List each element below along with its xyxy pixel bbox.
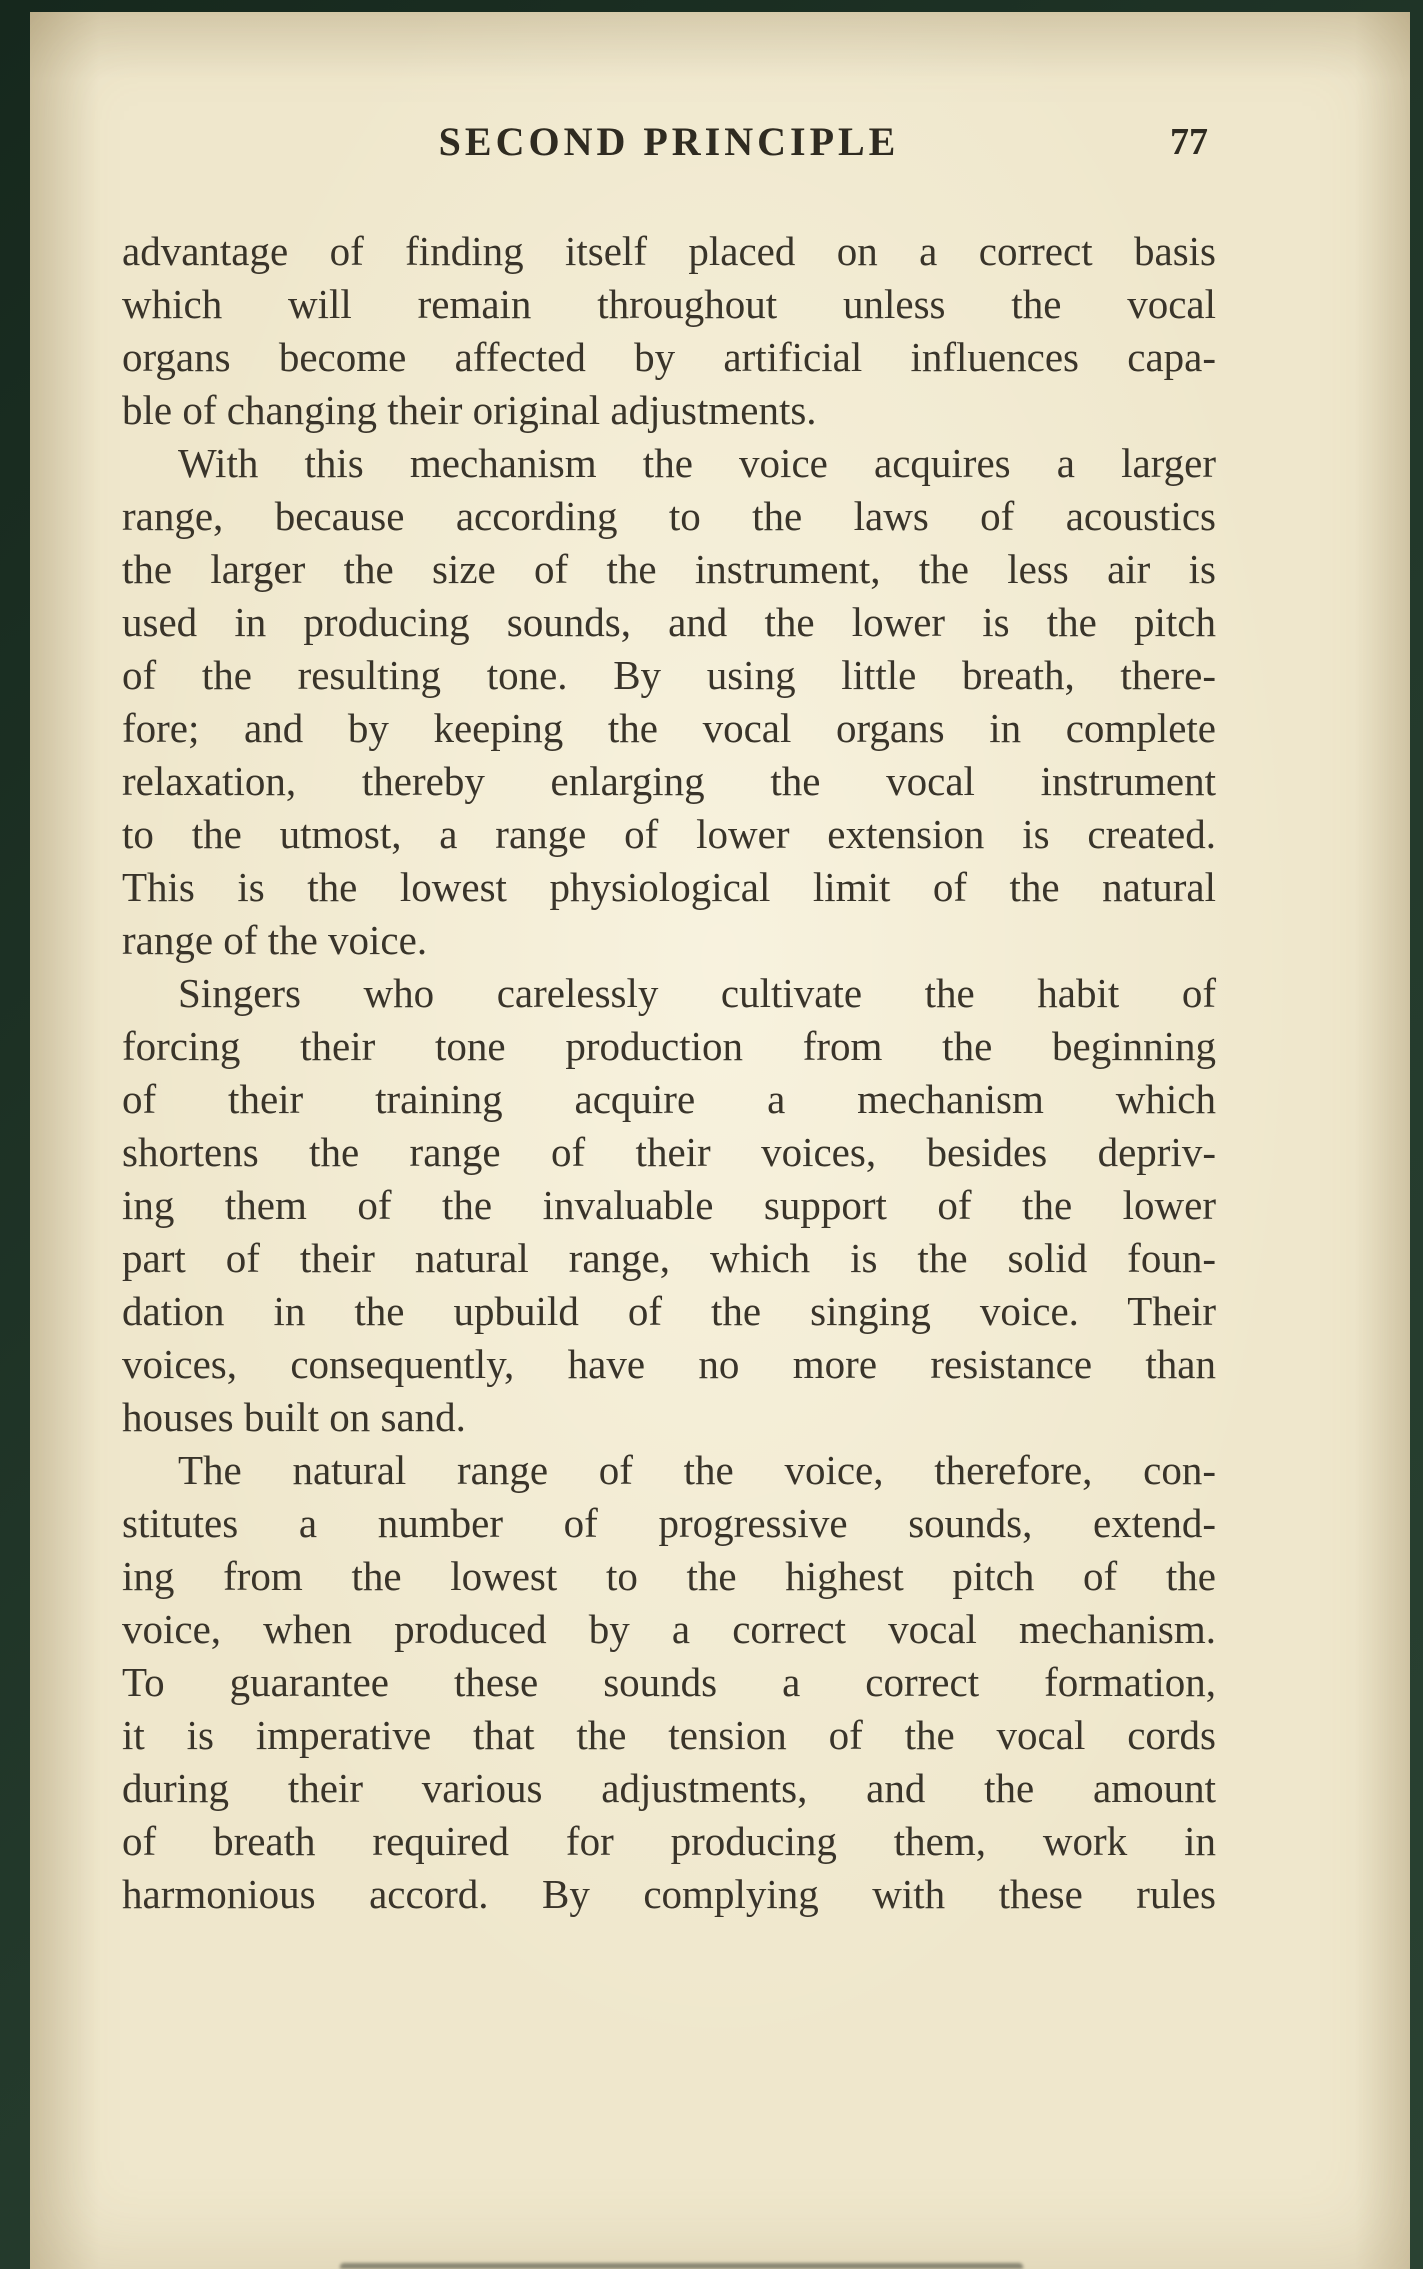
text-line: of breath required for producing them, work in: [122, 1818, 1216, 1864]
text-line: of their training acquire a mechanism which: [122, 1076, 1216, 1122]
text-line: of the resulting tone. By using little breath, there-: [122, 652, 1216, 698]
paragraph: [122, 967, 1216, 1444]
paragraph: [122, 437, 1216, 967]
text-line: forcing their tone production from the beginning: [122, 1023, 1216, 1069]
text-line: relaxation, thereby enlarging the vocal instrument: [122, 758, 1216, 804]
text-line: it is imperative that the tension of the vocal cords: [122, 1712, 1216, 1758]
text-line: range of the voice.: [122, 917, 428, 963]
text-line: stitutes a number of progressive sounds, extend-: [122, 1500, 1216, 1546]
text-block: [122, 225, 1216, 1921]
text-line: voices, consequently, have no more resistance than: [122, 1341, 1216, 1387]
book-page: [30, 12, 1410, 2269]
page-header: [122, 118, 1216, 168]
text-line: which will remain throughout unless the vocal: [122, 281, 1216, 327]
text-line: harmonious accord. By complying with these rules: [122, 1871, 1216, 1917]
text-line: range, because according to the laws of acoustics: [122, 493, 1216, 539]
paragraph: [122, 1444, 1216, 1921]
text-line: This is the lowest physiological limit of the natural: [122, 864, 1216, 910]
text-line: during their various adjustments, and the amount: [122, 1765, 1216, 1811]
paragraph: [122, 225, 1216, 437]
text-line: ing from the lowest to the highest pitch of the: [122, 1553, 1216, 1599]
text-line: fore; and by keeping the vocal organs in complete: [122, 705, 1216, 751]
text-line: ing them of the invaluable support of the lower: [122, 1182, 1216, 1228]
text-line: advantage of finding itself placed on a correct basis: [122, 228, 1216, 274]
text-line: the larger the size of the instrument, the less air is: [122, 546, 1216, 592]
text-line: The natural range of the voice, therefore, con-: [178, 1447, 1216, 1493]
page-number: 77: [1170, 121, 1208, 163]
text-line: used in producing sounds, and the lower is the pitch: [122, 599, 1216, 645]
text-line: With this mechanism the voice acquires a larger: [178, 440, 1216, 486]
text-line: ble of changing their original adjustments.: [122, 387, 817, 433]
text-line: part of their natural range, which is the solid foun-: [122, 1235, 1216, 1281]
text-line: Singers who carelessly cultivate the habit of: [178, 970, 1216, 1016]
text-line: organs become affected by artificial influences capa-: [122, 334, 1216, 380]
text-line: to the utmost, a range of lower extension is created.: [122, 811, 1216, 857]
page-edge-shadow: [340, 2263, 1023, 2269]
text-line: houses built on sand.: [122, 1394, 466, 1440]
page-content: [30, 12, 1410, 1921]
text-line: dation in the upbuild of the singing voice. Their: [122, 1288, 1216, 1334]
running-head-title: SECOND PRINCIPLE: [438, 119, 900, 164]
text-line: shortens the range of their voices, besides depriv-: [122, 1129, 1216, 1175]
text-line: voice, when produced by a correct vocal mechanism.: [122, 1606, 1216, 1652]
text-line: To guarantee these sounds a correct formation,: [122, 1659, 1216, 1705]
